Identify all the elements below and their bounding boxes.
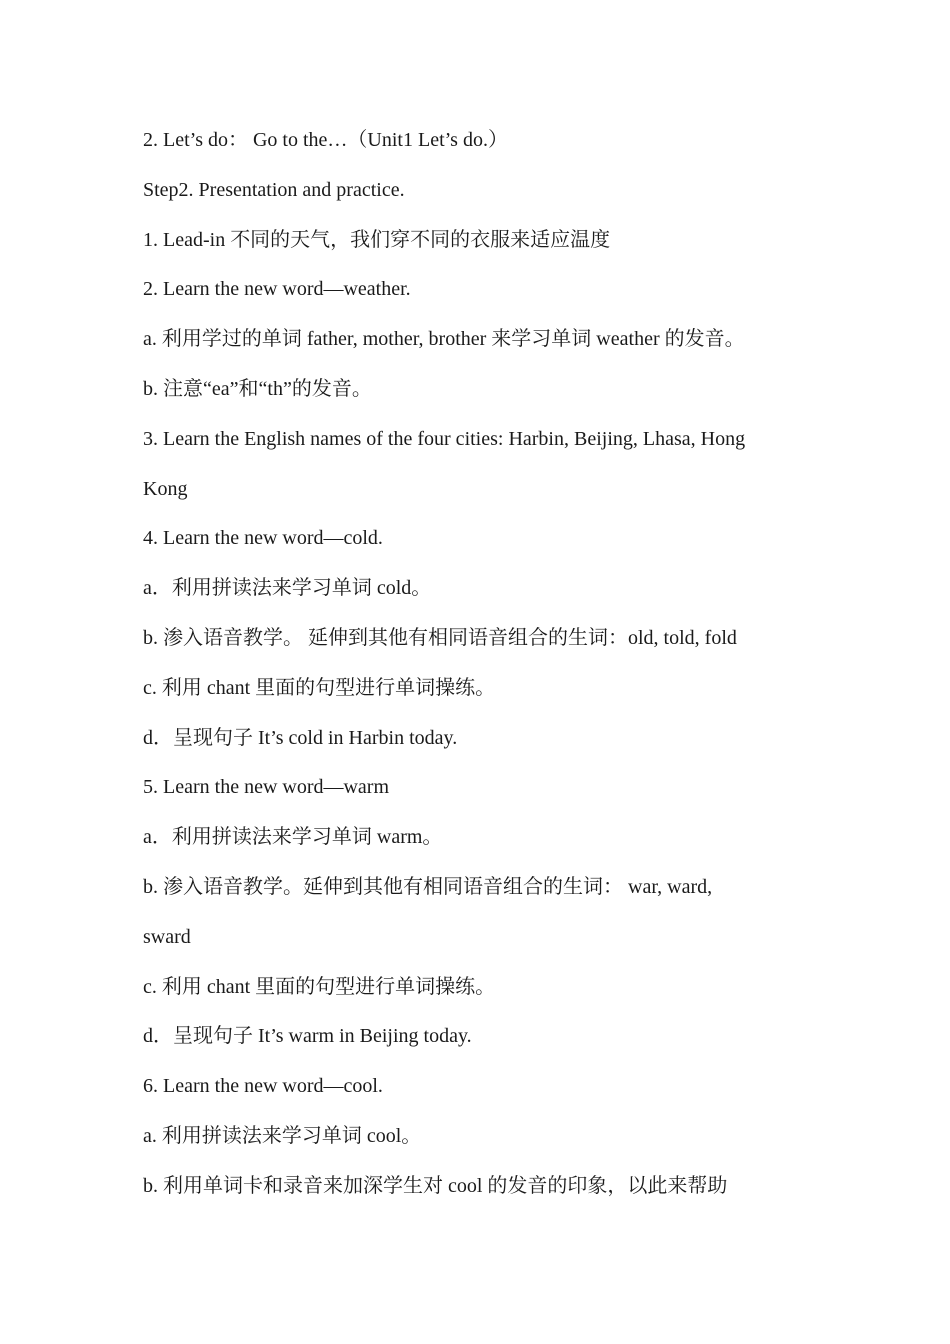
text-line: 4. Learn the new word—cold. (143, 527, 383, 550)
text-line: Step2. Presentation and practice. (143, 178, 405, 201)
text-line: b. 渗入语音教学。 延伸到其他有相同语音组合的生词：old, told, fold (143, 626, 737, 649)
text-line: 1. Lead-in 不同的天气，我们穿不同的衣服来适应温度 (143, 228, 611, 251)
text-line: b. 注意“ea”和“th”的发音。 (143, 377, 372, 400)
document-body (143, 116, 823, 1212)
text-line: a. 利用学过的单词 father, mother, brother 来学习单词 weather 的发音。 (143, 328, 745, 351)
text-line: 3. Learn the English names of the four cities: Harbin, Beijing, Lhasa, Hong (143, 427, 746, 450)
text-line: c. 利用 chant 里面的句型进行单词操练。 (143, 975, 496, 998)
text-line: c. 利用 chant 里面的句型进行单词操练。 (143, 676, 496, 699)
text-line: 6. Learn the new word—cool. (143, 1075, 383, 1098)
text-line: d．呈现句子 It’s cold in Harbin today. (143, 726, 458, 749)
text-line: 2. Learn the new word—weather. (143, 278, 411, 301)
text-line: a．利用拼读法来学习单词 warm。 (143, 826, 443, 849)
text-line: sward (143, 925, 191, 948)
text-line: 2. Let’s do： Go to the…（Unit1 Let’s do.） (143, 129, 508, 151)
text-line: a. 利用拼读法来学习单词 cool。 (143, 1124, 422, 1147)
text-line: b. 渗入语音教学。延伸到其他有相同语音组合的生词： war, ward, (143, 875, 713, 898)
text-line: 5. Learn the new word—warm (143, 776, 390, 799)
text-line: b. 利用单词卡和录音来加深学生对 cool 的发音的印象，以此来帮助 (143, 1174, 728, 1197)
text-line: a．利用拼读法来学习单词 cold。 (143, 577, 432, 600)
text-line: d．呈现句子 It’s warm in Beijing today. (143, 1025, 472, 1048)
text-line: Kong (143, 477, 188, 500)
